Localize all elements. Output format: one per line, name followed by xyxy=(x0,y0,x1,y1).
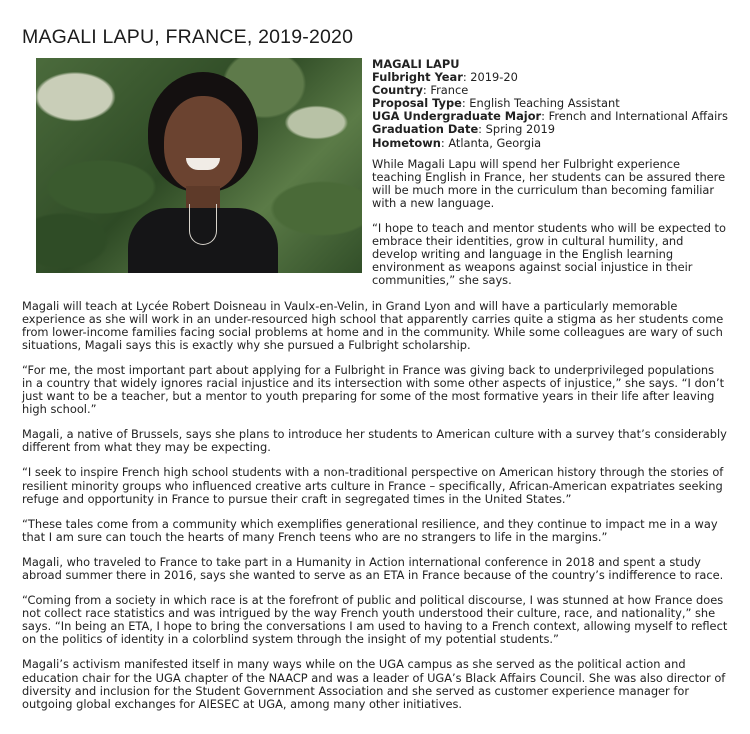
paragraph: “I hope to teach and mentor students who will be expected to embrace their identities, grow in cultural humility, and develop writing and language in the English learning environment as weapons against social injustice in their communities,” she says. xyxy=(372,221,726,288)
fact-value: French and International Affairs xyxy=(548,109,728,124)
student-name: MAGALI LAPU xyxy=(372,57,460,71)
fact-label: Graduation Date xyxy=(372,122,479,137)
fact-label: Hometown xyxy=(372,135,441,150)
paragraph: “Coming from a society in which race is at the forefront of public and political discourse, I was stunned at how France does not collect race statistics and was intrigued by the way French youth understood their culture, race, and nationality,” she says. “In being an ETA, I hope to bring the conversations I am used to having to a French context, allowing myself to reflect on the politics of identity in a colorblind system through the insight of my potential students.” xyxy=(22,593,728,647)
face-shape xyxy=(164,96,242,192)
fact-label: Country xyxy=(372,83,423,98)
fact-value: English Teaching Assistant xyxy=(469,96,620,111)
paragraph: “I seek to inspire French high school students with a non-traditional perspective on American history through the stories of resilient minority groups who influenced creative arts culture in France – specifically, African-American expatriates seeking refuge and opportunity in France to pursue their craft in segregated times in the United States.” xyxy=(22,465,724,506)
paragraph: “These tales come from a community which exemplifies generational resilience, and they continue to impact me in a way that I am sure can touch the hearts of many French teens who are no strangers to life in the margins.” xyxy=(22,516,718,544)
fact-country: Country: France xyxy=(372,83,469,98)
fact-label: UGA Undergraduate Major xyxy=(372,109,542,124)
paragraph: Magali will teach at Lycée Robert Doisneau in Vaulx-en-Velin, in Grand Lyon and will have a particularly memorable experience as she will work in an under-resourced high school that apparently carries quite a stigma as her students come from lower-income families facing social problems at home and in the community. While some colleagues are wary of such situations, Magali says this is exactly why she pursued a Fulbright scholarship. xyxy=(22,298,724,352)
fact-hometown: Hometown: Atlanta, Georgia xyxy=(372,135,542,150)
fact-value: 2019-20 xyxy=(470,70,518,85)
paragraph: Magali’s activism manifested itself in many ways while on the UGA campus as she served as the political action and education chair for the UGA chapter of the NAACP and was a leader of UGA’s Black Affairs Council. She was also director of diversity and inclusion for the Student Government Association and she served as customer experience manager for outgoing global exchanges for AIESEC at UGA, among many other initiatives. xyxy=(22,657,726,711)
fact-fulbright-year: Fulbright Year: 2019-20 xyxy=(372,70,518,85)
paragraph: “For me, the most important part about applying for a Fulbright in France was giving back to underprivileged populations in a country that widely ignores racial injustice and its intersection with some other aspects of injustice,” she says. “I don’t just want to be a teacher, but a mentor to youth preparing for some of the most formative years in their life after leaving high school.” xyxy=(22,362,725,417)
paragraph: Magali, a native of Brussels, says she plans to introduce her students to American culture with a survey that’s considerably different from what they may be expecting. xyxy=(22,427,727,455)
fact-value: Atlanta, Georgia xyxy=(448,135,542,150)
article-body xyxy=(22,58,728,711)
page-title: MAGALI LAPU, FRANCE, 2019-2020 xyxy=(22,26,354,48)
student-portrait-photo xyxy=(36,58,362,273)
paragraph: While Magali Lapu will spend her Fulbright experience teaching English in France, her students can be assured there will be much more in the curriculum than becoming familiar with a new language. xyxy=(372,156,726,210)
fact-graduation-date: Graduation Date: Spring 2019 xyxy=(372,122,556,137)
fact-major: UGA Undergraduate Major: French and International Affairs xyxy=(372,109,728,124)
fact-proposal-type: Proposal Type: English Teaching Assistant xyxy=(372,96,620,111)
paragraph: Magali, who traveled to France to take part in a Humanity in Action international conference in 2018 and spent a study abroad summer there in 2016, says she wanted to serve as an ETA in France because of the country’s indifference to race. xyxy=(22,554,724,582)
fact-value: Spring 2019 xyxy=(485,122,556,137)
fact-label: Fulbright Year xyxy=(372,70,463,85)
necklace-shape xyxy=(189,204,217,245)
fact-label: Proposal Type xyxy=(372,96,462,111)
fact-value: France xyxy=(430,83,469,98)
